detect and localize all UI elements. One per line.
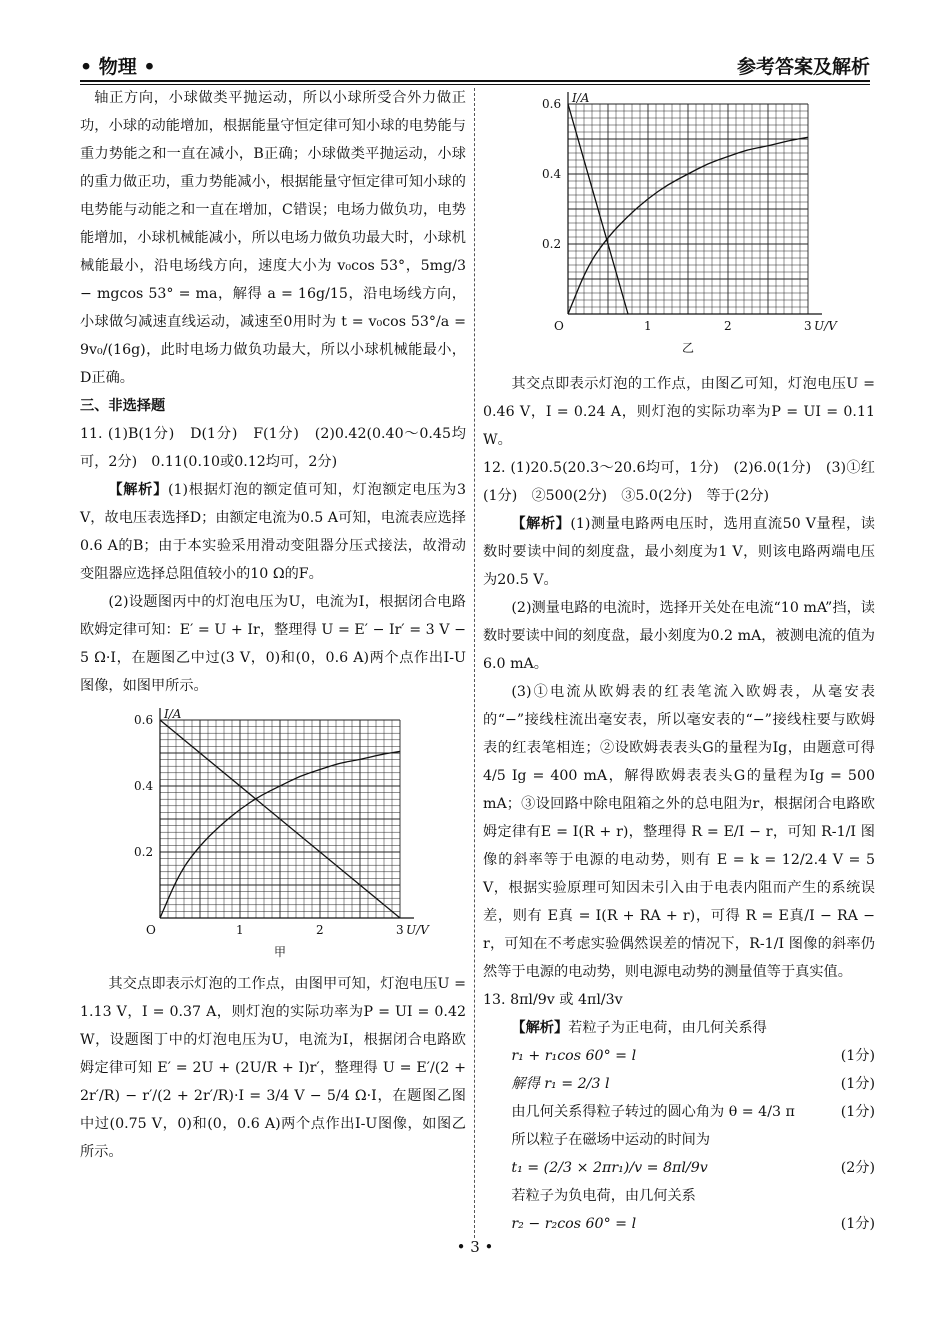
x-axis-label: U/V (406, 923, 429, 937)
analysis-tag: 【解析】 (511, 516, 571, 532)
x-tick-label: O (146, 923, 156, 937)
r-paragraph: 其交点即表示灯泡的工作点，由图乙可知，灯泡电压U = 0.46 V，I = 0.24 A，则灯泡的实际功率为P = UI = 0.11 W。 (483, 376, 875, 448)
q11-analysis-1: (1)根据灯泡的额定值可知，灯泡额定电压为3 V，故电压表选择D；由额定电流为0.5 A可知，电流表应选择0.6 A的B；由于本实验采用滑动变阻器分压式接法，故滑动变阻器应选择总阻值较小的10 Ω的F。 (80, 482, 466, 582)
y-tick-label: 0.4 (134, 779, 154, 793)
score: (2分) (840, 1160, 875, 1176)
q13-analysis-2: 所以粒子在磁场中运动的时间为 (511, 1132, 711, 1148)
y-axis-label: I/A (164, 707, 182, 721)
score: (1分) (840, 1048, 875, 1064)
y-tick-label: 0.2 (134, 845, 154, 859)
y-tick-label: 0.6 (134, 713, 154, 727)
q13-analysis-1: 若粒子为正电荷，由几何关系得 (568, 1020, 767, 1036)
x-tick-label: 1 (236, 923, 244, 937)
page-number: • 3 • (456, 1238, 494, 1256)
y-tick-label: 0.6 (542, 97, 562, 111)
page-header (0, 0, 950, 80)
equation: t₁ = (2/3 × 2πr₁)/v = 8πl/9v (511, 1160, 708, 1176)
x-tick-label: O (554, 319, 564, 333)
q11-analysis-2: (2)设题图丙中的灯泡电压为U，电流为I，根据闭合电路欧姆定律可知：E′ = U + Ir，整理得 U = E′ − Ir′ = 3 V − 5 Ω·I，在题图乙中过(3 V，0)和(0，0.6 A)两个点作出I-U图像，如图甲所示。 (80, 594, 466, 694)
q13-analysis-3: 若粒子为负电荷，由几何关系 (511, 1188, 696, 1204)
right-column (483, 370, 875, 1238)
y-tick-label: 0.2 (542, 237, 562, 251)
analysis-tag: 【解析】 (108, 482, 168, 498)
section-title: 参考答案及解析 (736, 56, 870, 78)
q12-analysis-1: (1)测量电路两电压时，选用直流50 V量程，读数时要读中间的刻度盘，最小刻度为1 V，则该电路两端电压为20.5 V。 (483, 516, 875, 588)
x-tick-label: 1 (644, 319, 652, 333)
q12-analysis-3: (3)①电流从欧姆表的红表笔流入欧姆表，从毫安表的“−”接线柱流出毫安表，所以毫安表的“−”接线柱要与欧姆表的红表笔相连；②设欧姆表表头G的量程为Ig，由题意可得 4/5 Ig = 400 mA，解得欧姆表表头G的量程为Ig = 500 mA；③设回路中除电阻箱之外的总电阻为r，根据闭合电路欧姆定律有E = I(R + r)，整理得 R = E/I − r，可知 R-1/I 图像的斜率等于电源的电动势，则有 E = k = 12/2.4 V = 5 V，根据实验原理可知因未引入由于电表内阻而产生的系统误差，则有 E真 = I(R + RA + r)，可得 R = E真/I − RA − r，可知在不考虑实验偶然误差的情况下，R-1/I 图像的斜率仍然等于电源的电动势，则电源电动势的测量值等于真实值。 (483, 684, 875, 980)
x-tick-label: 3 (396, 923, 404, 937)
chart-caption: 甲 (274, 945, 287, 959)
column-divider (474, 88, 475, 1238)
equation: 由几何关系得粒子转过的圆心角为 θ = 4/3 π (511, 1104, 795, 1120)
section-heading: 三、非选择题 (80, 398, 166, 414)
q11-answer: 11. (1)B(1分) D(1分) F(1分) (2)0.42(0.40～0.45均可，2分) 0.11(0.10或0.12均可，2分) (80, 426, 466, 470)
y-tick-label: 0.4 (542, 167, 562, 181)
x-tick-label: 3 (804, 319, 812, 333)
x-axis-label: U/V (814, 319, 837, 333)
chart-jia (130, 696, 430, 959)
q13-answer: 13. 8πl/9v 或 4πl/3v (483, 992, 623, 1008)
score: (1分) (840, 1216, 875, 1232)
score: (1分) (840, 1076, 875, 1092)
x-tick-label: 2 (724, 319, 732, 333)
chart-caption: 乙 (682, 341, 695, 355)
equation: r₂ − r₂cos 60° = l (511, 1216, 637, 1232)
q11-analysis-3: 其交点即表示灯泡的工作点，由图甲可知，灯泡电压U = 1.13 V，I = 0.37 A，则灯泡的实际功率为P = UI = 0.42 W，设题图丁中的灯泡电压为U，电流为I，根据闭合电路欧姆定律可知 E′ = 2U + (2U/R + I)r′，整理得 U = E′/(2 + 2r′/R) − r′/(2 + 2r′/R)·I = 3/4 V − 5/4 Ω·I，在题图乙图中过(0.75 V，0)和(0，0.6 A)两个点作出I-U图像，如图乙所示。 (80, 976, 466, 1160)
q12-analysis-2: (2)测量电路的电流时，选择开关处在电流“10 mA”挡，读数时要读中间的刻度盘，最小刻度为0.2 mA，被测电流的值为6.0 mA。 (483, 600, 875, 672)
score: (1分) (840, 1104, 875, 1120)
x-tick-label: 2 (316, 923, 324, 937)
chart-yi (540, 88, 840, 358)
analysis-tag: 【解析】 (511, 1020, 569, 1036)
equation: 解得 r₁ = 2/3 l (511, 1076, 610, 1092)
chart-yi-svg (540, 88, 840, 358)
answer-paragraph: 轴正方向，小球做类平抛运动，所以小球所受合外力做正功，小球的动能增加，根据能量守恒定律可知小球的电势能与重力势能之和一直在减小，B正确；小球做类平抛运动，小球的重力做正功，重力势能减小，根据能量守恒定律可知小球的电势能与动能之和一直在增加，C错误；电场力做负功，电势能增加，小球机械能减小，所以电场力做负功最大时，小球机械能最小，沿电场线方向，速度大小为 v₀cos 53°，5mg/3 − mgcos 53° = ma，解得 a = 16g/15，沿电场线方向，小球做匀减速直线运动，减速至0用时为 t = v₀cos 53°/a = 9v₀/(16g)，此时电场力做负功最大，所以小球机械能最小，D正确。 (80, 90, 466, 386)
left-column (80, 84, 466, 1166)
equation: r₁ + r₁cos 60° = l (511, 1048, 637, 1064)
q12-answer: 12. (1)20.5(20.3～20.6均可，1分) (2)6.0(1分) (3)①红(1分) ②500(2分) ③5.0(2分) 等于(2分) (483, 460, 875, 504)
subject-label: • 物理 • (80, 56, 156, 78)
y-axis-label: I/A (572, 91, 590, 105)
chart-jia-svg (130, 696, 430, 959)
